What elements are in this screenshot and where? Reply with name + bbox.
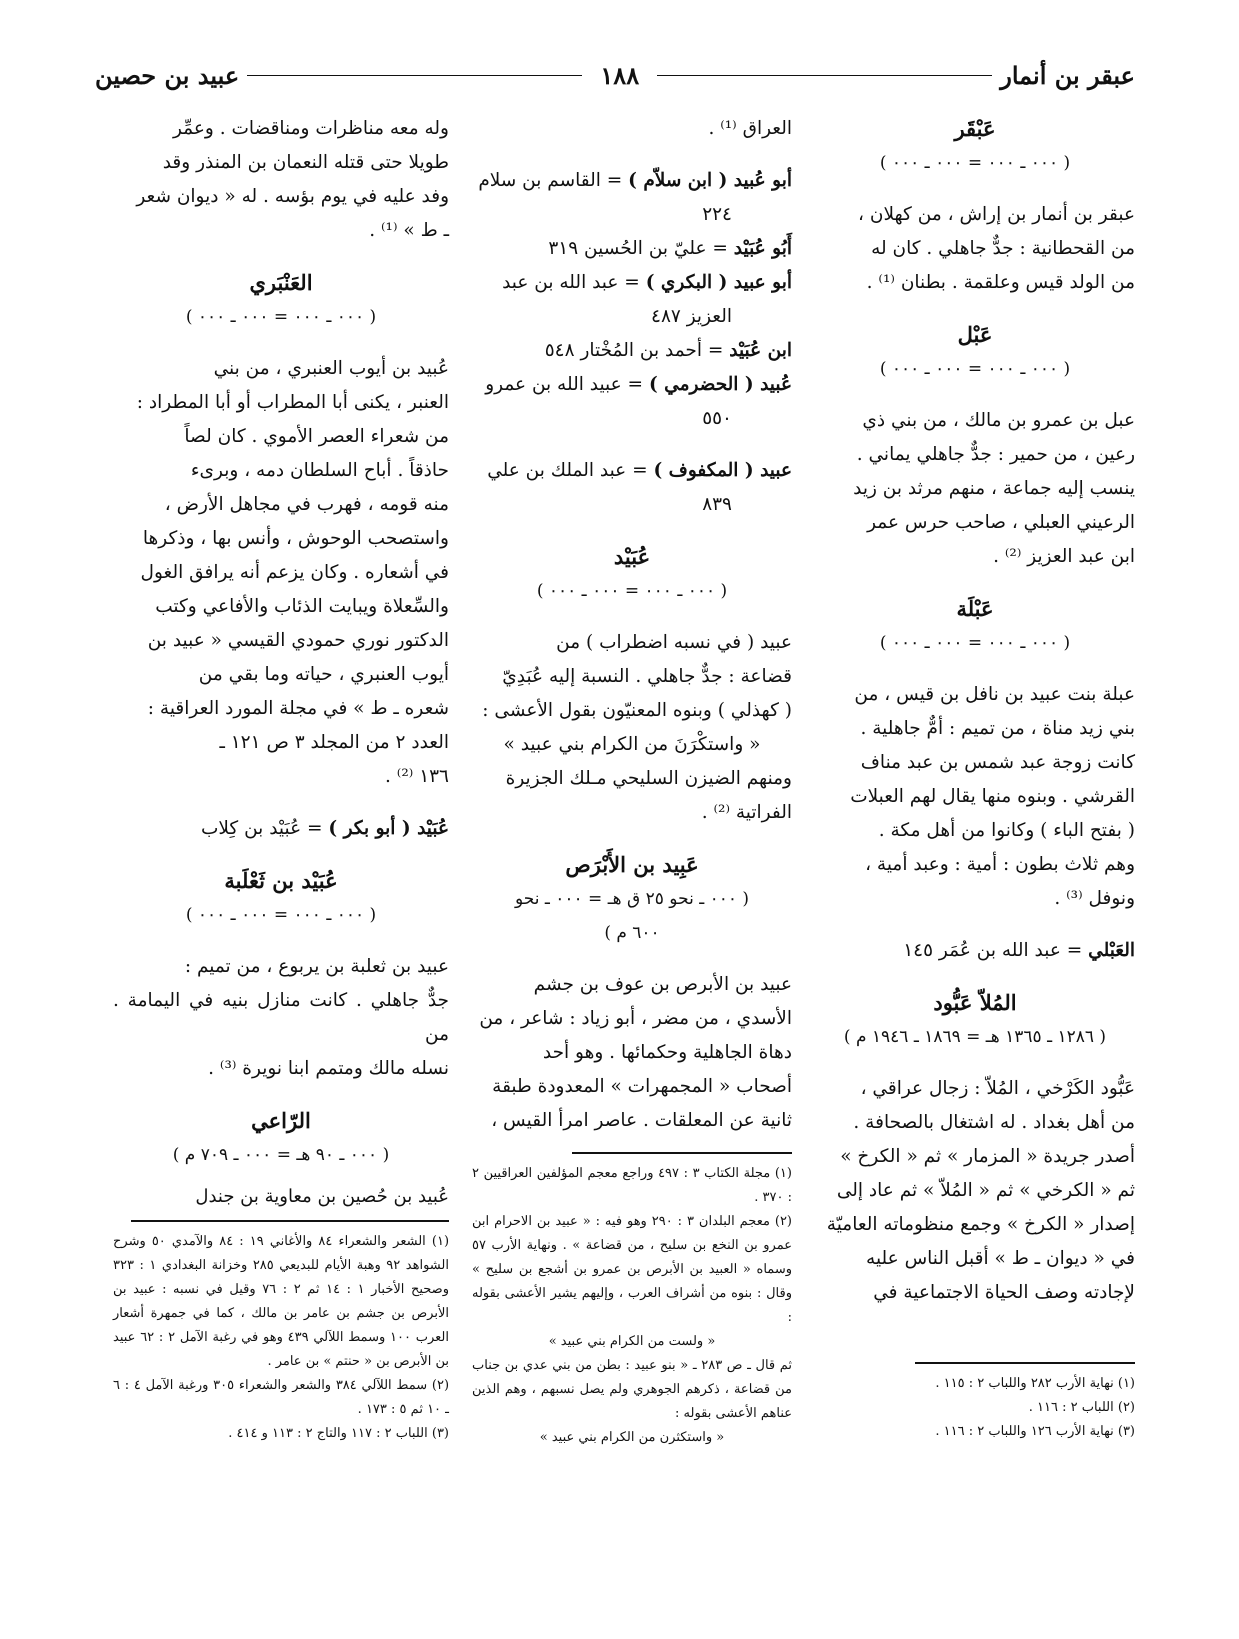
xref-target: = القاسم بن سلام: [478, 170, 623, 191]
entry-line: ثانية عن المعلقات . عاصر امرأ القيس ،: [491, 1110, 792, 1131]
xref-page: العزيز ٤٨٧: [651, 306, 732, 327]
entry-line: ونوفل ⁽³⁾ .: [1054, 888, 1135, 909]
xref-name: أَبُو عُبَيْد: [733, 238, 792, 259]
entry-line: وهم ثلاث بطون : أمية : وعبد أمية ،: [865, 854, 1135, 875]
entry-line: من القحطانية : جدٌّ جاهلي . كان له: [871, 238, 1135, 259]
entry-dates: ( ٠٠٠ ـ نحو ٢٥ ق هـ = ٠٠٠ ـ نحو: [514, 889, 750, 909]
entry-line: ابن عبد العزيز ⁽²⁾ .: [993, 546, 1135, 567]
entry-title: عَبْل: [957, 322, 993, 347]
footnote: (١) نهاية الأرب ٢٨٢ واللباب ٢ : ١١٥ .: [935, 1376, 1135, 1391]
xref-name: عُبيد ( الحضرمي ): [648, 374, 792, 395]
footnote: (٣) اللباب ٢ : ١١٧ والتاج ٢ : ١١٣ و ٤١٤ .: [228, 1426, 449, 1441]
column-left: [113, 112, 449, 1446]
entry-title: عَبْلَة: [956, 596, 994, 621]
xref-target: = عبد الله بن عبد: [502, 272, 640, 293]
xref-target: = عبد الملك بن علي: [487, 460, 648, 481]
footnote-rule: [131, 1220, 449, 1222]
xref-name: أبو عُبيد ( ابن سلاّم ): [628, 170, 792, 191]
continued-text: [113, 112, 449, 248]
entry-title: عَبْقَر: [954, 116, 996, 141]
entry-line: لإجادته وصف الحياة الاجتماعية في: [873, 1282, 1135, 1303]
entry-line: عبيد بن ثعلبة بن يربوع ، من تميم :: [184, 956, 449, 977]
entry-dates: ( ٠٠٠ ـ ٠٠٠ = ٠٠٠ ـ ٠٠٠ ): [185, 307, 377, 327]
entry-line: من شعراء العصر الأموي . كان لصاً: [184, 426, 449, 447]
header-rule: [657, 75, 992, 76]
column-right: [815, 112, 1135, 1444]
entry-line: ( كهذلي ) وبنوه المعنيّون بقول الأعشى :: [482, 700, 792, 721]
entry-line: عبلة بنت عبيد بن نافل بن قيس ، من: [854, 684, 1135, 705]
entry-line: رعين ، من حمير : جدٌّ جاهلي يماني .: [856, 444, 1135, 465]
cross-reference: [472, 266, 792, 300]
xref-target: = أحمد بن المُخْتار ٥٤٨: [544, 340, 724, 361]
xref-page: ٨٣٩: [702, 494, 732, 515]
entry-line: أصدر جريدة « المزمار » ثم « الكرخ »: [840, 1146, 1135, 1167]
entry-body: [815, 198, 1135, 300]
cross-reference: [113, 812, 449, 846]
entry-line: دهاة الجاهلية وحكمائها . وهو أحد: [542, 1042, 792, 1063]
entry-title: العَنْبَري: [249, 270, 313, 295]
xref-name: أبو عبيد ( البكري ): [645, 272, 792, 293]
entry-line: القرشي . وبنوه منها يقال لهم العبلات: [850, 786, 1135, 807]
entry-line: عبل بن عمرو بن مالك ، من بني ذي: [862, 410, 1135, 431]
entry-line: عُبيد بن أيوب العنبري ، من بني: [213, 358, 449, 379]
running-head-right: عبقر بن أنمار: [1000, 60, 1135, 90]
cross-reference: [472, 454, 792, 488]
entry-line: طويلا حتى قتله النعمان بن المنذر وقد: [162, 152, 449, 173]
footnote: (١) مجلة الكتاب ٣ : ٤٩٧ وراجع معجم المؤلفين العراقيين ٢ : ٣٧٠ .: [472, 1166, 792, 1205]
entry-dates: ( ٠٠٠ ـ ٩٠ هـ = ٠٠٠ ـ ٧٠٩ م ): [172, 1145, 390, 1165]
cross-reference: [815, 934, 1135, 968]
xref-target: = عُبَيْد بن كِلاب: [200, 818, 323, 839]
entry-line: في « ديوان ـ ط » أقبل الناس عليه: [866, 1248, 1135, 1269]
column-middle: [472, 112, 792, 1450]
entry-line: شعره ـ ط » في مجلة المورد العراقية :: [147, 698, 449, 719]
entry-title: الرّاعي: [251, 1108, 311, 1133]
footnote: (٢) اللباب ٢ : ١١٦ .: [1028, 1400, 1135, 1415]
footnote-verse: « واستكثرن من الكرام بني عبيد »: [539, 1430, 725, 1445]
entry-line: الأسدي ، من مضر ، أبو زياد : شاعر ، من: [479, 1008, 792, 1029]
entry-dates: ( ٠٠٠ ـ ٠٠٠ = ٠٠٠ ـ ٠٠٠ ): [185, 905, 377, 925]
entry-line: الرعيني العبلي ، صاحب حرس عمر: [867, 512, 1135, 533]
entry-line: ينسب إليه جماعة ، منهم مرثد بن زيد: [853, 478, 1135, 499]
xref-target: = عبد الله بن عُمَر ١٤٥: [903, 940, 1083, 961]
entry-line: واستصحب الوحوش ، وأنس بها ، وذكرها: [142, 528, 449, 549]
entry-line: بني زيد مناة ، من تميم : أمٌّ جاهلية .: [860, 718, 1135, 739]
entry-line: عبقر بن أنمار بن إراش ، من كهلان ،: [858, 204, 1135, 225]
entry-line: كانت زوجة عبد شمس بن عبد مناف: [860, 752, 1135, 773]
entry-dates-cont: ٦٠٠ م ): [604, 923, 660, 943]
entry-line: منه قومه ، فهرب في مجاهل الأرض ،: [164, 494, 449, 515]
entry-line: أصحاب « المجمهرات » المعدودة طبقة: [492, 1076, 792, 1097]
entry-line: ومنهم الضيزن السليحي مـلك الجزيرة: [505, 768, 792, 789]
entry-title: عُبَيْد: [613, 544, 651, 569]
footnote-rule: [915, 1362, 1135, 1364]
entry-line: نسله مالك ومتمم ابنا نويرة ⁽³⁾ .: [208, 1058, 449, 1079]
xref-name: عُبَيْد ( أبو بكر ): [328, 818, 449, 839]
entry-line: وفد عليه في يوم بؤسه . له « ديوان شعر: [136, 186, 449, 207]
entry-dates: ( ٠٠٠ ـ ٠٠٠ = ٠٠٠ ـ ٠٠٠ ): [536, 581, 728, 601]
footnote: (٣) نهاية الأرب ١٢٦ واللباب ٢ : ١١٦ .: [935, 1424, 1135, 1439]
entry-line: عبيد ( في نسبه اضطراب ) من: [556, 632, 792, 653]
entry-dates: ( ٠٠٠ ـ ٠٠٠ = ٠٠٠ ـ ٠٠٠ ): [879, 633, 1071, 653]
page-number: ١٨٨: [600, 60, 640, 90]
xref-name: العَبْلي: [1088, 940, 1135, 961]
footnote: (٢) سمط اللآلي ٣٨٤ والشعر والشعراء ٣٠٥ ورغبة الآمل ٤ : ٦ ـ ١٠ ثم ٥ : ١٧٣ .: [113, 1378, 450, 1417]
entry-line: عبيد بن الأبرص بن عوف بن جشم: [533, 974, 792, 995]
entry-body: [113, 950, 449, 1086]
verse-line: « واستكْرَنَ من الكرام بني عبيد »: [503, 734, 761, 755]
xref-name: عبيد ( المكفوف ): [653, 460, 792, 481]
entry-line: من الولد قيس وعلقمة . بطنان ⁽¹⁾ .: [866, 272, 1135, 293]
entry-line: من أهل بغداد . له اشتغال بالصحافة .: [853, 1112, 1135, 1133]
footnote: (٢) معجم البلدان ٣ : ٢٩٠ وهو فيه : « عبيد بن الاحرام ابن عمرو بن النخع بن سليح ، من قضاعة » . ونهاية الأرب ٥٧ وسماه « العبيد بن الأبرص بن عمرو بن أشجع بن سليح » وقال : بنوه من أشراف العرب ، وإليهم يشير الأعشى بقوله :: [472, 1214, 792, 1325]
entry-line: والسِّعلاة ويبايت الذئاب والأفاعي وكتب: [155, 596, 449, 617]
footnote-rule: [572, 1152, 792, 1154]
entry-body: [472, 968, 792, 1138]
entry-line: ( بفتح الباء ) وكانوا من أهل مكة .: [878, 820, 1135, 841]
entry-body: [113, 352, 449, 794]
entry-line: ثم « الكرخي » ثم « المُلاّ » ثم عاد إلى: [836, 1180, 1135, 1201]
entry-line: قضاعة : جدٌّ جاهلي . النسبة إليه عُبَدِيّ: [502, 666, 792, 687]
entry-line: وله معه مناظرات ومناقضات . وعمِّر: [172, 118, 449, 139]
entry-dates: ( ٠٠٠ ـ ٠٠٠ = ٠٠٠ ـ ٠٠٠ ): [879, 359, 1071, 379]
page-header: [95, 55, 1135, 95]
cross-reference: [472, 368, 792, 402]
xref-target: = عبيد الله بن عمرو: [485, 374, 644, 395]
entry-line: إصدار « الكرخ » وجمع منظوماته العاميّة: [826, 1214, 1135, 1235]
entry-line: عَبُّود الكَرْخي ، المُلاّ : زجال عراقي ،: [860, 1078, 1135, 1099]
entry-line: ـ ط » ⁽¹⁾ .: [369, 220, 449, 241]
entry-body: [815, 404, 1135, 574]
entry-dates: ( ١٢٨٦ ـ ١٣٦٥ هـ = ١٨٦٩ ـ ١٩٤٦ م ): [843, 1027, 1107, 1047]
entry-title: عَبِيد بن الأَبْرَص: [565, 852, 699, 877]
entry-title: عُبَيْد بن ثَعْلَبة: [224, 868, 338, 893]
entry-line: العنبر ، يكنى أبا المطراب أو أبا المطراد :: [136, 392, 449, 413]
footnote: (١) الشعر والشعراء ٨٤ والأغاني ١٩ : ٨٤ والآمدي ٥٠ وشرح الشواهد ٩٢ وهبة الأيام للبديعي ٢٨٥ وخزانة البغدادي ١ : ٣٢٣ وصحيح الأخبار ١ : ١٤ ثم ٢ : ٧٦ وقيل في نسبه : عبيد بن الأبرص بن جشم بن عامر بن مالك ، كما في جمهرة أشعار العرب ١٠٠ وسمط اللآلي ٤٣٩ وهو في رغبة الآمل ٢ : ٦٢ عبيد بن الأبرص بن « حنتم » بن عامر .: [113, 1234, 450, 1369]
continued-text: العراق ⁽¹⁾ .: [708, 118, 792, 139]
xref-page: ٢٢٤: [702, 204, 732, 225]
entry-body: [472, 626, 792, 830]
cross-reference: [472, 334, 792, 368]
footnote-verse: « ولست من الكرام بني عبيد »: [548, 1334, 716, 1349]
entry-line: في أشعاره . وكان يزعم أنه يرافق الغول: [140, 562, 449, 583]
entry-body: [815, 678, 1135, 916]
entry-line: أيوب العنبري ، حياته وما بقي من: [198, 664, 449, 685]
entry-line: ١٣٦ ⁽²⁾ .: [385, 766, 449, 787]
entry-line: عُبيد بن حُصين بن معاوية بن جندل: [195, 1186, 449, 1207]
xref-page: ٥٥٠: [702, 408, 732, 429]
entry-dates: ( ٠٠٠ ـ ٠٠٠ = ٠٠٠ ـ ٠٠٠ ): [879, 153, 1071, 173]
entry-line: العدد ٢ من المجلد ٣ ص ١٢١ ـ: [219, 732, 449, 753]
xref-target: = عليّ بن الحُسين ٣١٩: [548, 238, 728, 259]
entry-line: الفراتية ⁽²⁾ .: [701, 802, 792, 823]
footnote: ثم قال ـ ص ٢٨٣ ـ « بنو عبيد : بطن من بني عدي بن جناب من قضاعة ، ذكرهم الجوهري ولم يصل نسبهم ، وهم الذين عناهم الأعشى بقوله :: [472, 1358, 792, 1421]
entry-line: الدكتور نوري حمودي القيسي « عبيد بن: [147, 630, 449, 651]
xref-name: ابن عُبَيْد: [729, 340, 792, 361]
cross-reference: [472, 232, 792, 266]
entry-line: حاذقاً . أباح السلطان دمه ، وبرىء: [190, 460, 449, 481]
entry-body: [815, 1072, 1135, 1310]
header-rule: [247, 75, 582, 76]
running-head-left: عبيد بن حصين: [94, 60, 240, 90]
entry-line: جدٌّ جاهلي . كانت منازل بنيه في اليمامة . من: [113, 990, 449, 1045]
entry-title: المُلاّ عَبُّود: [933, 990, 1017, 1015]
cross-reference: [472, 164, 792, 198]
